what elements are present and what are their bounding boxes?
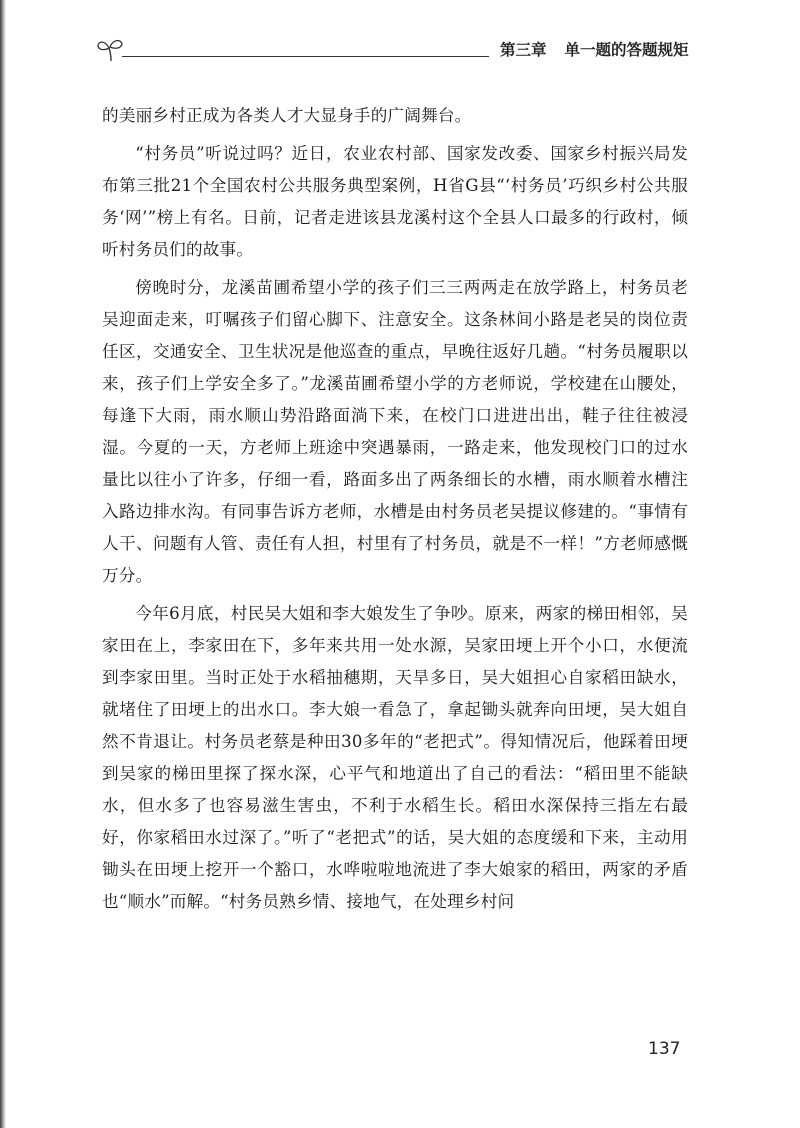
header-rule (122, 56, 489, 57)
paragraph: 今年6月底，村民吴大姐和李大娘发生了争吵。原来，两家的梯田相邻，吴家田在上，李家田在下，多年来共用一处水源，吴家田埂上开个小口，水便流到李家田里。当时正处于水稻抽穗期，天旱多日，吴大姐担心自家稻田缺水，就堵住了田埂上的出水口。李大娘一看急了，拿起锄头就奔向田埂，吴大姐自然不肯退让。村务员老蔡是种田30多年的“老把式”。得知情况后，他踩着田埂到吴家的梯田里探了探水深，心平气和地道出了自己的看法：“稻田里不能缺水，但水多了也容易滋生害虫，不利于水稻生长。稻田水深保持三指左右最好，你家稻田水过深了。”听了“老把式”的话，吴大姐的态度缓和下来，主动用锄头在田埂上挖开一个豁口，水哗啦啦地流进了李大娘家的稻田，两家的矛盾也“顺水”而解。“村务员熟乡情、接地气，在处理乡村问 (102, 604, 688, 911)
sprout-icon (96, 34, 126, 64)
chapter-label: 第三章 (500, 41, 547, 59)
running-header (96, 28, 700, 68)
paragraph-continued: 的美丽乡村正成为各类人才大显身手的广阔舞台。 (102, 106, 472, 125)
paragraph: “村务员”听说过吗？近日，农业农村部、国家发改委、国家乡村振兴局发布第三批21个全国农村公共服务典型案例，H省G县“‘村务员’巧织乡村公共服务‘网’”榜上有名。日前，记者走进该县龙溪村这个全县人口最多的行政村，倾听村务员们的故事。 (102, 144, 688, 259)
body-text (102, 100, 688, 924)
page-number: 137 (648, 1039, 681, 1059)
page-edge-shadow (0, 0, 6, 1128)
section-title: 单一题的答题规矩 (564, 41, 689, 59)
chapter-heading (500, 38, 707, 60)
paragraph: 傍晚时分，龙溪苗圃希望小学的孩子们三三两两走在放学路上，村务员老吴迎面走来，叮嘱孩子们留心脚下、注意安全。这条林间小路是老吴的岗位责任区，交通安全、卫生状况是他巡查的重点，早晚往返好几趟。“村务员履职以来，孩子们上学安全多了。”龙溪苗圃希望小学的方老师说，学校建在山腰处，每逢下大雨，雨水顺山势沿路面淌下来，在校门口进进出出，鞋子往往被浸湿。今夏的一天，方老师上班途中突遇暴雨，一路走来，他发现校门口的过水量比以往小了许多，仔细一看，路面多出了两条细长的水槽，雨水顺着水槽注入路边排水沟。有同事告诉方老师，水槽是由村务员老吴提议修建的。“事情有人干、问题有人管、责任有人担，村里有了村务员，就是不一样！”方老师感慨万分。 (102, 278, 688, 585)
